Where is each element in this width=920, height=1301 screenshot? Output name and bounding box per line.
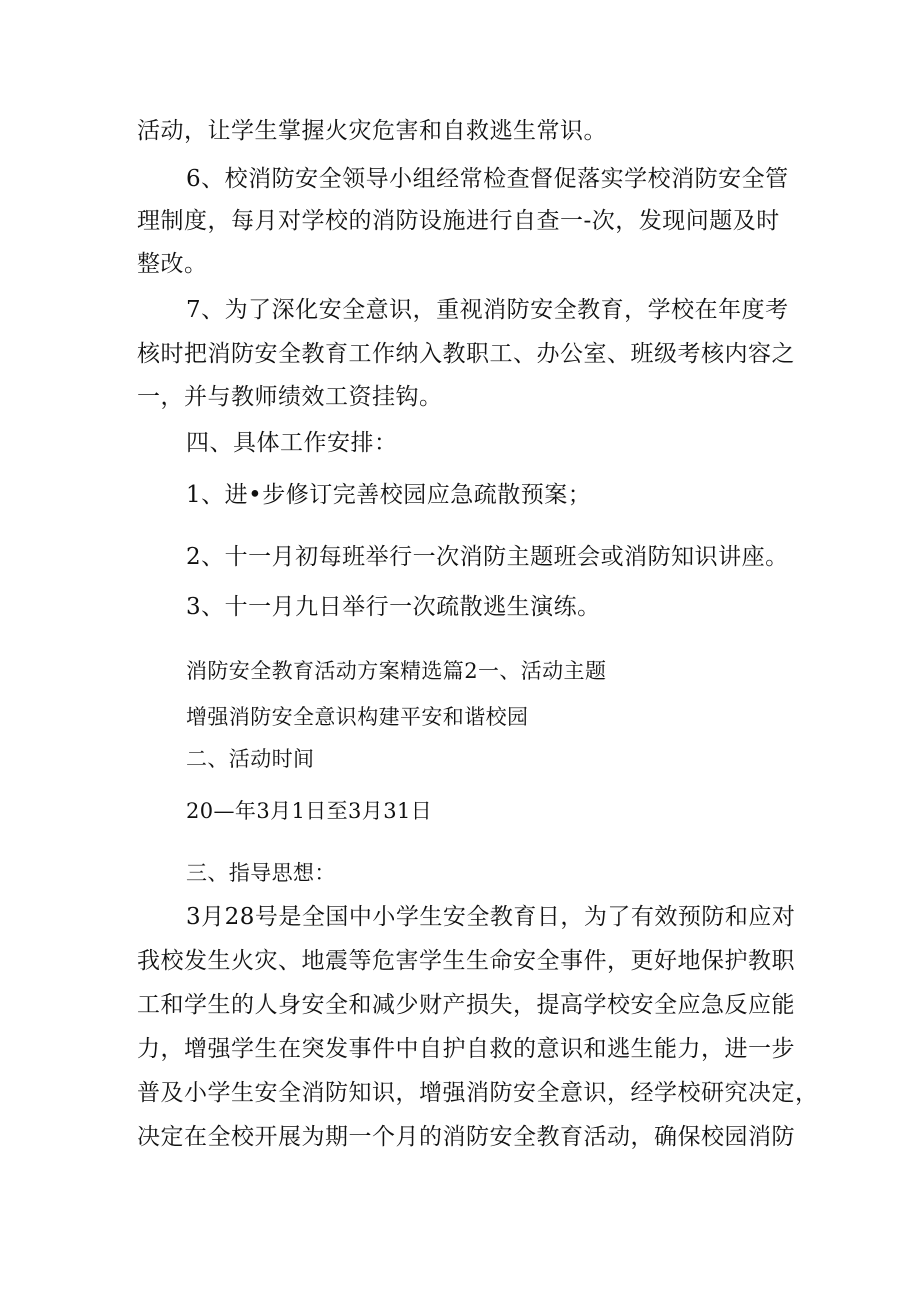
list-item: 3、十一月九日举行一次疏散逃生演练。	[186, 594, 601, 620]
text-line: 力，增强学生在突发事件中自护自救的意识和逃生能力，进一步	[137, 1036, 795, 1062]
text-line: 理制度，每月对学校的消防设施进行自查一-次，发现问题及时	[137, 208, 780, 234]
text-line: 工和学生的人身安全和减少财产损失，提高学校安全应急反应能	[137, 992, 795, 1018]
list-item: 2、十一月初每班举行一次消防主题班会或消防知识讲座。	[186, 544, 789, 570]
section-heading: 四、具体工作安排：	[186, 430, 398, 456]
text-line: 整改。	[137, 251, 208, 277]
text-line: 活动，让学生掌握火灾危害和自救逃生常识。	[137, 118, 607, 144]
text-line: 我校发生火灾、地震等危害学生生命安全事件，更好地保护教职	[137, 948, 795, 974]
text-line: 一，并与教师绩效工资挂钩。	[137, 384, 443, 410]
section-heading: 三、指导思想：	[186, 861, 336, 885]
text-line: 6、校消防安全领导小组经常检查督促落实学校消防安全管	[186, 166, 789, 192]
text-line: 3月28号是全国中小学生安全教育日，为了有效预防和应对	[186, 904, 796, 930]
date-range: 20—年3月1日至3月31日	[186, 799, 433, 823]
text-line: 增强消防安全意识构建平安和谐校园	[186, 705, 529, 729]
list-item: 1、进•步修订完善校园应急疏散预案；	[186, 482, 592, 508]
text-line: 普及小学生安全消防知识，增强消防安全意识，经学校研究决定，	[137, 1080, 819, 1106]
section-heading: 二、活动时间	[186, 747, 315, 771]
article-title: 消防安全教育活动方案精选篇2一、活动主题	[186, 659, 607, 683]
text-line: 7、为了深化安全意识，重视消防安全教育，学校在年度考	[186, 297, 789, 323]
text-line: 核时把消防安全教育工作纳入教职工、办公室、班级考核内容之	[137, 341, 795, 367]
text-line: 决定在全校开展为期一个月的消防安全教育活动，确保校园消防	[137, 1124, 795, 1150]
